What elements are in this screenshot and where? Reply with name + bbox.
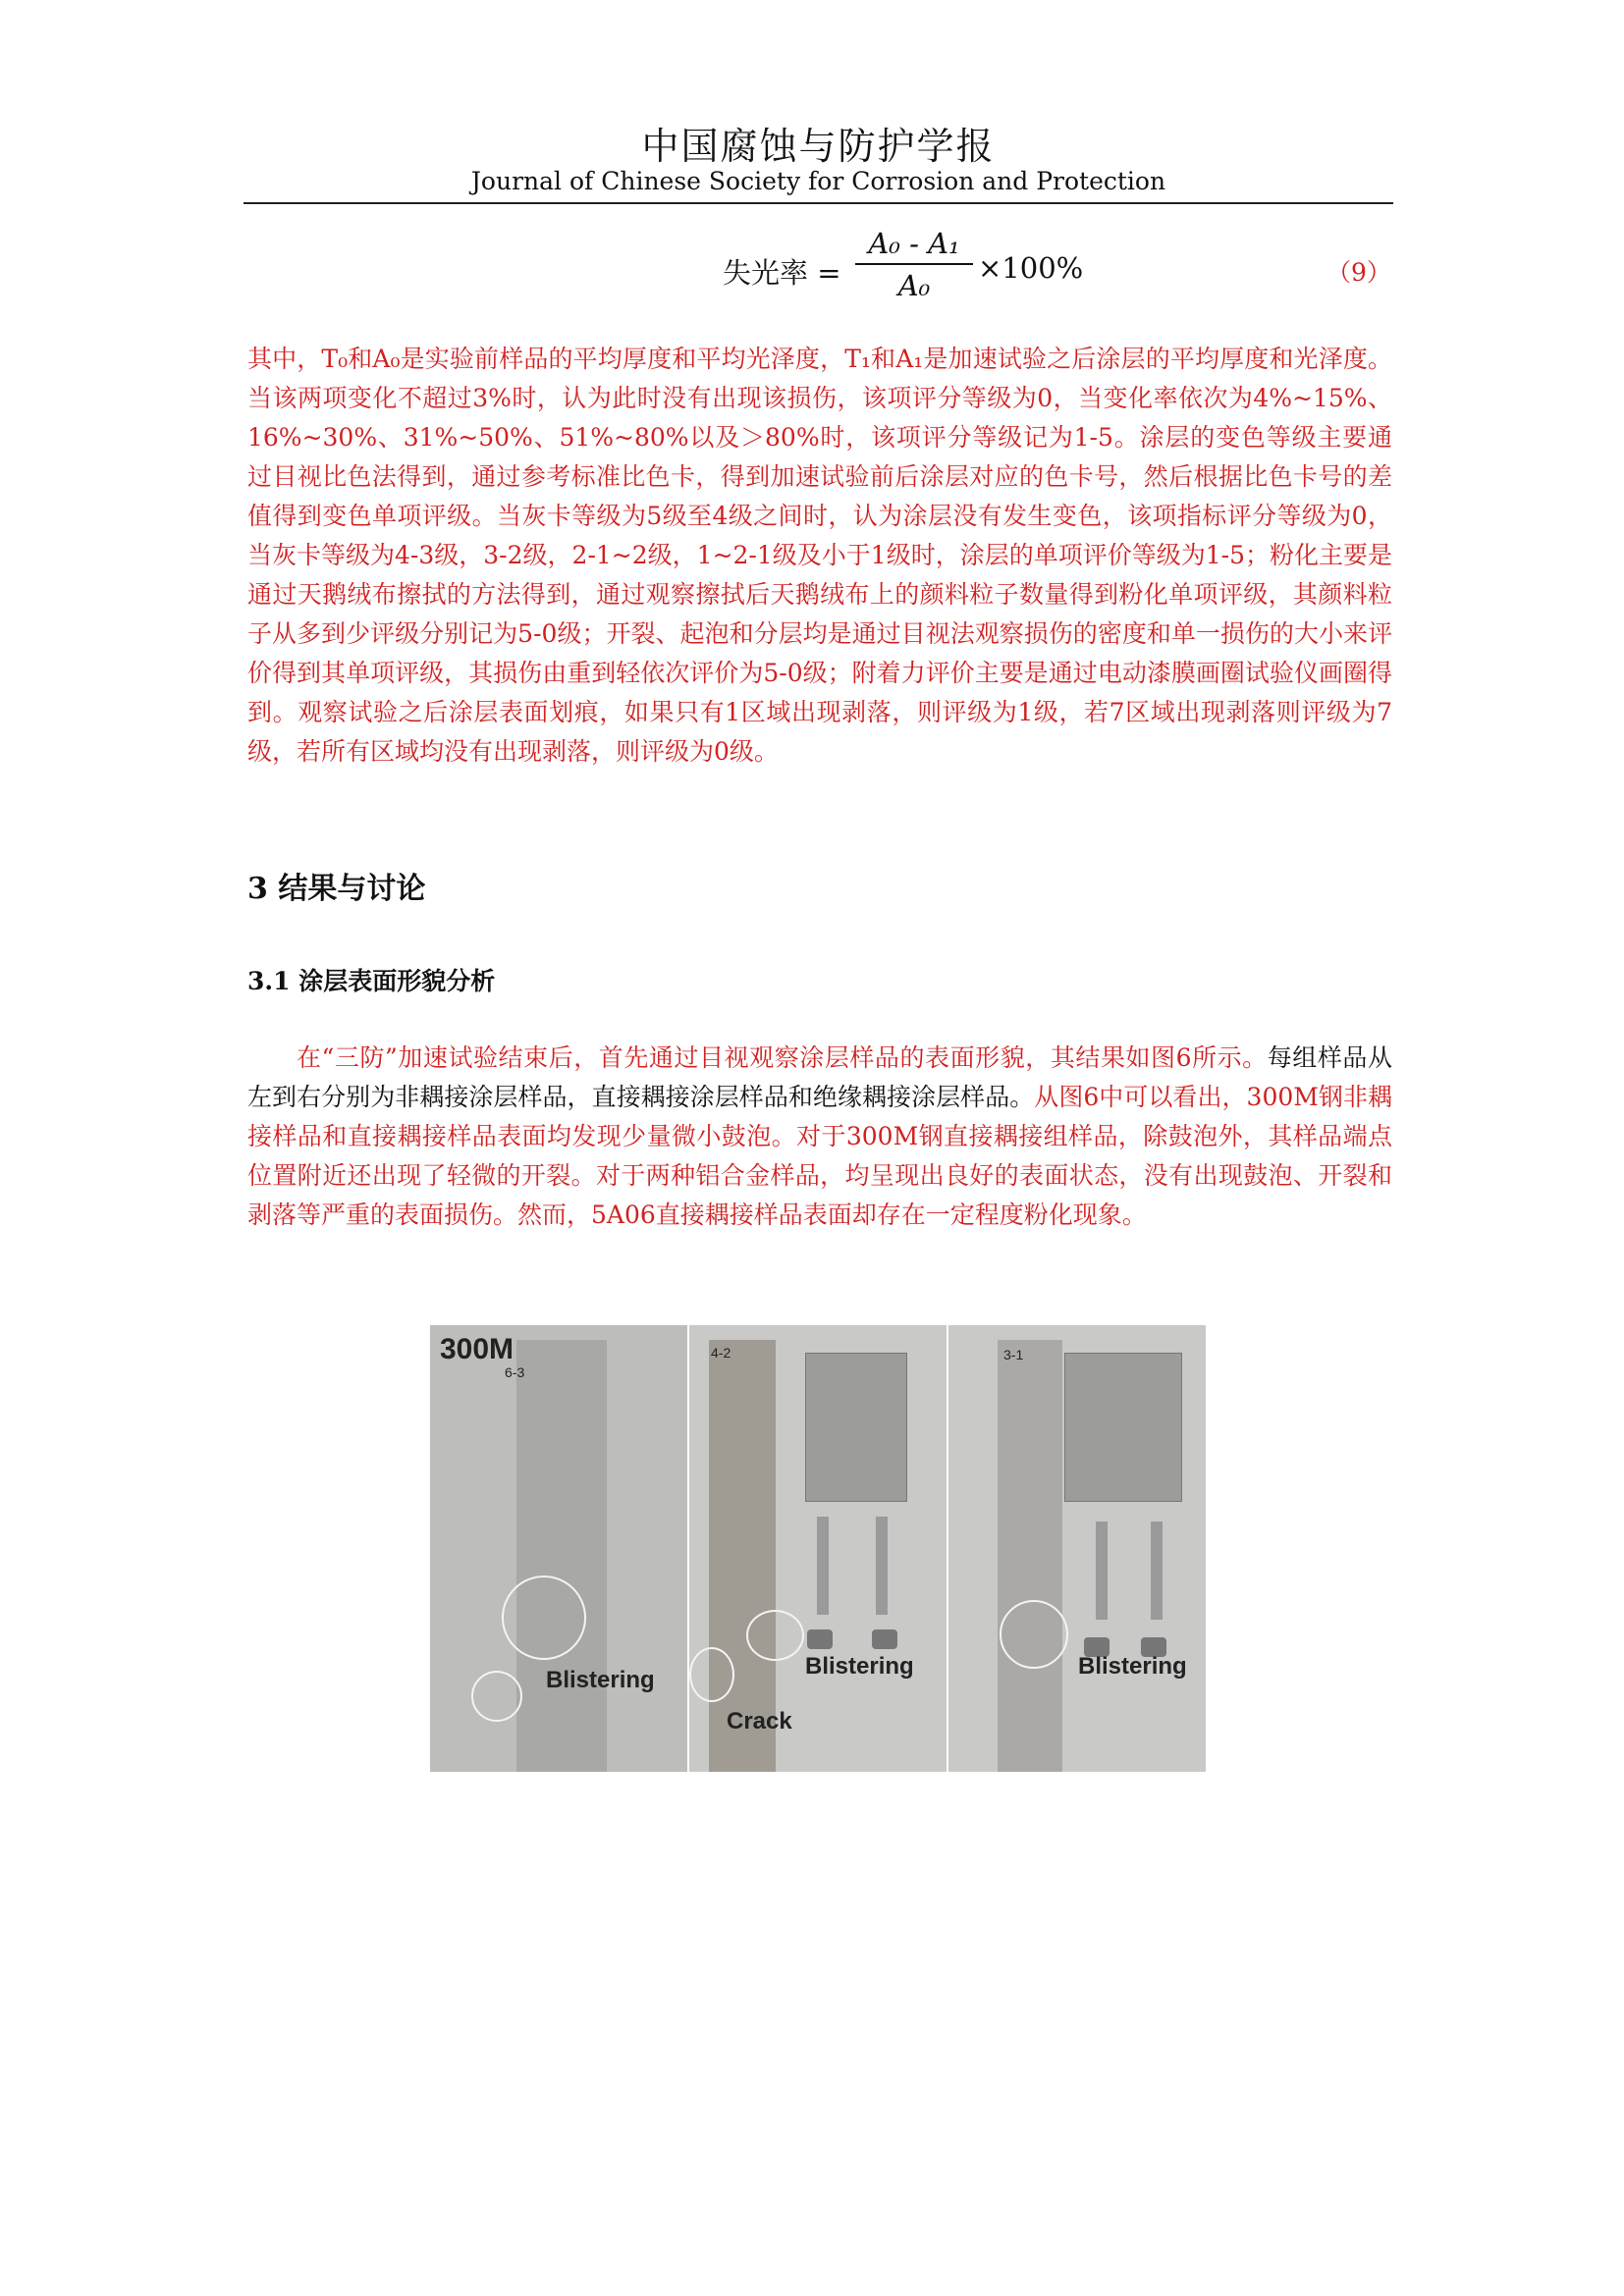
eq-lhs: 失光率 = [723,256,841,290]
coupling-plate [805,1353,907,1502]
p2-part3: 从图6中可以看出，300M钢非耦接样品和直接耦接样品表面均发现少量微小鼓泡。对于300M钢直接耦接组样品，除鼓泡外，其样品端点位置附近还出现了轻微的开裂。对于两种铝合金样品，均呈现出良好的表面状态，没有出现鼓泡、开裂和剥落等严重的表面损伤。然而，5A06直接耦接样品表面却存在一定程度粉化现象。 [247,1083,1392,1229]
blister-circle [1000,1600,1068,1669]
eq-number: （9） [1326,258,1391,287]
paragraph-2 [247,1039,1392,1235]
blistering-label: Blistering [546,1667,655,1693]
journal-title-en: Journal of Chinese Society for Corrosion and Protection [470,167,1166,195]
section-heading-3-1: 3.1 涂层表面形貌分析 [247,967,496,995]
nut [807,1629,833,1649]
specimen-id: 3-1 [1003,1347,1024,1362]
crack-circle [689,1647,734,1702]
journal-title-cn: 中国腐蚀与防护学报 [641,125,996,168]
specimen-id: 6-3 [505,1364,525,1380]
paragraph-1: 其中，T₀和A₀是实验前样品的平均厚度和平均光泽度，T₁和A₁是加速试验之后涂层的平均厚度和光泽度。当该两项变化不超过3%时，认为此时没有出现该损伤，该项评分等级为0，当变化率依次为4%~15%、16%~30%、31%~50%、51%~80%以及＞80%时，该项评分等级记为1-5。涂层的变色等级主要通过目视比色法得到，通过参考标准比色卡，得到加速试验前后涂层对应的色卡号，然后根据比色卡号的差值得到变色单项评级。当灰卡等级为5级至4级之间时，认为涂层没有发生变色，该项指标评分等级为0，当灰卡等级为4-3级，3-2级，2-1~2级，1~2-1级及小于1级时，涂层的单项评价等级为1-5；粉化主要是通过天鹅绒布擦拭的方法得到，通过观察擦拭后天鹅绒布上的颜料粒子数量得到粉化单项评级，其颜料粒子从多到少评级分别记为5-0级；开裂、起泡和分层均是通过目视法观察损伤的密度和单一损伤的大小来评价得到其单项评级，其损伤由重到轻依次评价为5-0级；附着力评价主要是通过电动漆膜画圈试验仪画圈得到。观察试验之后涂层表面划痕，如果只有1区域出现剥落，则评级为1级，若7区域出现剥落则评级为7级，若所有区域均没有出现剥落，则评级为0级。 [247,345,1392,766]
bolt [817,1517,829,1615]
specimen-dogbone [998,1340,1062,1772]
eq-fraction [855,224,973,306]
figure-panel-300m-uncoupled [430,1325,687,1772]
section-heading-3: 3 结果与讨论 [247,872,426,906]
blister-circle [471,1671,522,1722]
blistering-label: Blistering [805,1653,914,1680]
p2-part2: 每组样品从左到右分别为非耦接涂层样品，直接耦接涂层样品和绝缘耦接涂层样品。 [247,1043,1392,1111]
bolt [1096,1522,1108,1620]
blistering-label: Blistering [1078,1653,1187,1680]
p2-part1: 在“三防”加速试验结束后，首先通过目视观察涂层样品的表面形貌，其结果如图6所示。 [297,1043,1268,1072]
header-rule [244,202,1393,204]
specimen-id: 4-2 [711,1345,731,1361]
blister-circle [502,1575,586,1660]
eq-rhs: ×100% [978,251,1084,285]
eq-numerator: A₀ - A₁ [855,224,973,265]
specimen-dogbone [709,1340,776,1772]
specimen-dogbone [516,1340,607,1772]
bolt [1151,1522,1163,1620]
panel-label-300m: 300M [440,1333,514,1365]
eq-denominator: A₀ [897,269,931,302]
figure-panel-insulated-coupled [948,1325,1206,1772]
coupling-plate [1064,1353,1182,1502]
figure-panel-direct-coupled [689,1325,947,1772]
bolt [876,1517,888,1615]
nut [872,1629,897,1649]
equation-9 [723,224,1410,312]
crack-label: Crack [727,1708,792,1735]
blister-circle [746,1610,804,1661]
